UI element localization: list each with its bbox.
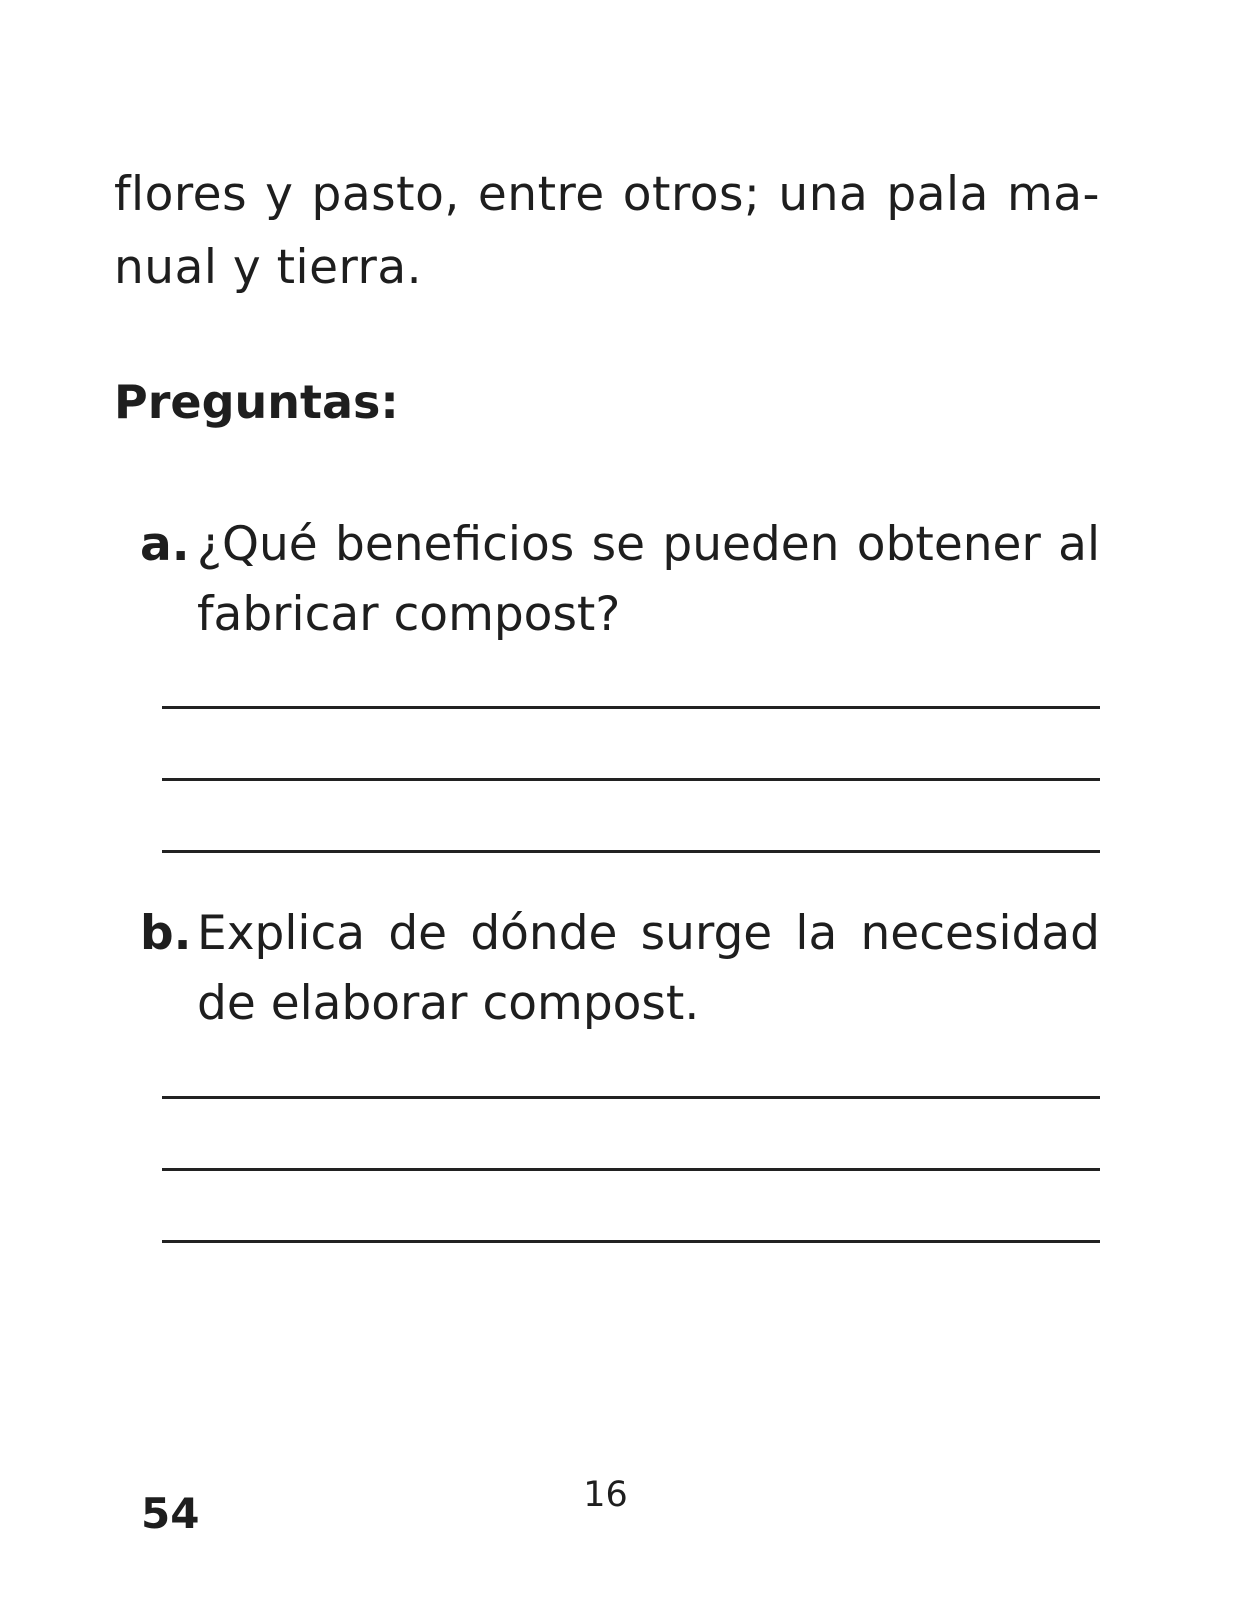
answer-line-a-3[interactable] xyxy=(162,850,1100,853)
question-a xyxy=(140,510,1100,650)
answer-line-a-2[interactable] xyxy=(162,778,1100,781)
question-b xyxy=(140,899,1100,1039)
question-a-line-2: fabricar compost? xyxy=(197,587,621,642)
question-b-letter: b. xyxy=(140,906,192,961)
question-b-text xyxy=(197,899,1100,1039)
question-b-line-1: Explica de dónde surge la necesidad xyxy=(197,906,1100,961)
intro-paragraph xyxy=(114,158,1100,304)
page-number: 54 xyxy=(141,1489,200,1538)
question-a-text xyxy=(197,510,1100,650)
question-a-line-1: ¿Qué beneficios se pueden obtener al xyxy=(197,517,1100,572)
answer-line-b-1[interactable] xyxy=(162,1096,1100,1099)
question-b-line-2: de elaborar compost. xyxy=(197,976,700,1031)
answer-line-a-1[interactable] xyxy=(162,706,1100,709)
intro-line-1: flores y pasto, entre otros; una pala ma- xyxy=(114,167,1100,222)
answer-line-b-2[interactable] xyxy=(162,1168,1100,1171)
answer-line-b-3[interactable] xyxy=(162,1240,1100,1243)
center-page-number: 16 xyxy=(583,1475,628,1515)
intro-line-2: nual y tierra. xyxy=(114,240,423,295)
question-a-letter: a. xyxy=(140,517,190,572)
questions-heading: Preguntas: xyxy=(114,375,399,429)
